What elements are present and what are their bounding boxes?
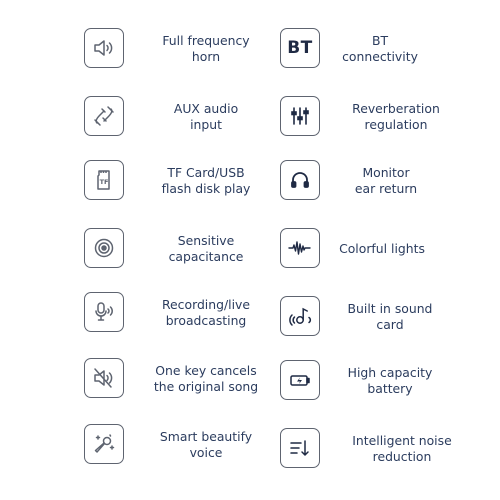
- feature-label: One key cancels the original song: [153, 363, 259, 394]
- feature-smart-beautify: [84, 420, 284, 470]
- target-icon: [84, 228, 124, 268]
- feature-label: Recording/live broadcasting: [162, 297, 250, 328]
- feature-label: BT connectivity: [342, 33, 418, 64]
- feature-sensitive-capacitance: [84, 224, 284, 274]
- feature-built-in-sound-card: [280, 292, 480, 342]
- feature-label: TF Card/USB flash disk play: [161, 165, 251, 196]
- feature-label: Colorful lights: [339, 241, 425, 256]
- battery-icon: [280, 360, 320, 400]
- microphone-icon: [84, 292, 124, 332]
- feature-label: Reverberation regulation: [352, 101, 440, 132]
- feature-one-key-cancel: [84, 354, 284, 404]
- feature-label: Full frequency horn: [162, 33, 250, 64]
- feature-label: Intelligent noise reduction: [352, 433, 452, 464]
- feature-colorful-lights: [280, 224, 480, 274]
- feature-tf-card-usb: [84, 156, 284, 206]
- feature-intelligent-noise-reduction: [280, 424, 480, 474]
- mute-icon: [84, 358, 124, 398]
- feature-label: AUX audio input: [173, 101, 239, 132]
- feature-label: Smart beautify voice: [159, 429, 253, 460]
- feature-aux-audio-input: [84, 92, 284, 142]
- feature-label: Built in sound card: [347, 301, 433, 332]
- equalizer-icon: [280, 96, 320, 136]
- feature-bt-connectivity: [280, 24, 480, 74]
- noise-reduction-icon: [280, 428, 320, 468]
- headphones-icon: [280, 160, 320, 200]
- feature-monitor-ear-return: [280, 156, 480, 206]
- feature-reverberation: [280, 92, 480, 142]
- magic-mic-icon: [84, 424, 124, 464]
- feature-label: Monitor ear return: [354, 165, 418, 196]
- aux-cable-icon: [84, 96, 124, 136]
- sound-card-icon: [280, 296, 320, 336]
- feature-full-frequency-horn: [84, 24, 284, 74]
- feature-recording-live: [84, 288, 284, 338]
- tf-card-icon: [84, 160, 124, 200]
- waveform-icon: [280, 228, 320, 268]
- svg-text:TF: TF: [99, 178, 109, 186]
- bt-icon: [280, 28, 320, 68]
- bt-icon-text: BT: [287, 38, 313, 58]
- feature-label: Sensitive capacitance: [168, 233, 244, 264]
- speaker-icon: [84, 28, 124, 68]
- feature-label: High capacity battery: [347, 365, 433, 396]
- feature-high-capacity-battery: [280, 356, 480, 406]
